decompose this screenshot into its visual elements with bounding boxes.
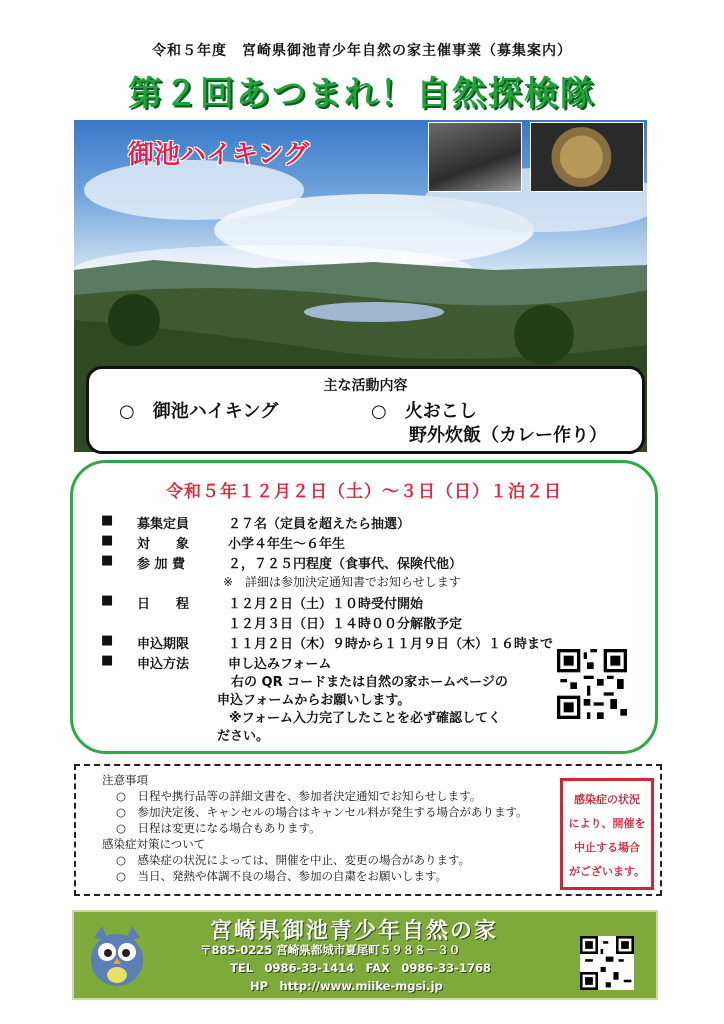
value-method: 申し込みフォーム bbox=[228, 657, 332, 672]
value-schedule-2: １２月３日（日）１４時００分解散予定 bbox=[228, 617, 463, 632]
value-schedule: １２月２日（土）１０時受付開始 bbox=[228, 597, 424, 612]
label-deadline: 申込期限 bbox=[137, 637, 190, 652]
bullet: ■ bbox=[101, 653, 114, 668]
label-target: 対 象 bbox=[137, 537, 190, 552]
bullet: ■ bbox=[101, 533, 114, 548]
method-line-4: ださい。 bbox=[217, 729, 270, 744]
notice-item: ○ 日程や携行品等の詳細文書を、参加者決定通知でお知らせします。 bbox=[116, 789, 482, 803]
covid-line: がございます。 bbox=[568, 865, 646, 878]
covid-line: により、開催を bbox=[568, 817, 646, 830]
activities-heading: 主な活動内容 bbox=[323, 378, 408, 394]
infection-item: ○ 当日、発熱や体調不良の場合、参加の自粛をお願いします。 bbox=[116, 869, 448, 883]
method-line-1: 右の QR コードまたは自然の家ホームページの bbox=[231, 675, 508, 690]
value-fee: ２，７２５円程度（食事代、保険代他） bbox=[228, 557, 463, 572]
hero-title: 御池ハイキング bbox=[128, 140, 310, 170]
bullet: ■ bbox=[101, 633, 114, 648]
notice-item: ○ 日程は変更になる場合もあります。 bbox=[116, 821, 321, 835]
facility-phone: TEL 0986-33-1414 FAX 0986-33-1768 bbox=[230, 961, 491, 975]
application-qr-code[interactable] bbox=[557, 649, 627, 719]
page-title: 第２回あつまれ！自然探検隊 bbox=[128, 74, 596, 114]
activity-hiking: ○ 御池ハイキング bbox=[119, 401, 279, 422]
activity-fire: ○ 火おこし bbox=[371, 401, 477, 422]
value-target: 小学４年生～６年生 bbox=[228, 537, 346, 552]
covid-warning-box bbox=[560, 778, 654, 890]
covid-line: 感染症の状況 bbox=[574, 793, 640, 806]
label-capacity: 募集定員 bbox=[137, 517, 190, 532]
fee-note: ※ 詳細は参加決定通知書でお知らせします bbox=[223, 575, 461, 589]
activity-cooking: 野外炊飯（カレー作り） bbox=[409, 425, 607, 446]
info-box bbox=[70, 460, 658, 754]
label-schedule: 日 程 bbox=[137, 597, 190, 612]
bullet: ■ bbox=[101, 593, 114, 608]
footer-banner bbox=[72, 910, 658, 1000]
label-fee: 参 加 費 bbox=[137, 557, 186, 572]
label-method: 申込方法 bbox=[137, 657, 190, 672]
notice-item: ○ 参加決定後、キャンセルの場合はキャンセル料が発生する場合があります。 bbox=[116, 805, 528, 819]
bullet: ■ bbox=[101, 513, 114, 528]
bullet: ■ bbox=[101, 553, 114, 568]
method-line-2: 申込フォームからお願いします。 bbox=[217, 693, 411, 708]
method-line-3: ※フォーム入力完了したことを必ず確認してく bbox=[229, 711, 501, 726]
infection-heading: 感染症対策について bbox=[102, 837, 206, 851]
top-note: 令和５年度 宮崎県御池青少年自然の家主催事業（募集案内） bbox=[152, 43, 572, 59]
fire-making-photo bbox=[428, 122, 522, 192]
notice-box bbox=[74, 764, 662, 896]
notice-heading: 注意事項 bbox=[102, 773, 148, 787]
covid-line: 中止する場合 bbox=[574, 841, 640, 854]
owl-mascot-icon bbox=[82, 920, 152, 990]
activities-box bbox=[86, 366, 645, 454]
facility-address: 〒885-0225 宮崎県都城市夏尾町５９８８－３０ bbox=[200, 943, 461, 957]
facility-url[interactable]: HP http://www.miike-mgsi.jp bbox=[250, 979, 443, 993]
value-deadline: １１月２日（木）９時から１１月９日（木）１６時まで bbox=[228, 637, 554, 652]
facility-name: 宮崎県御池青少年自然の家 bbox=[210, 919, 499, 944]
event-date: 令和５年１２月２日（土）～３日（日）１泊２日 bbox=[166, 482, 562, 502]
value-capacity: ２７名（定員を超えたら抽選） bbox=[228, 517, 411, 532]
curry-cooking-photo bbox=[530, 122, 644, 192]
homepage-qr-code[interactable] bbox=[580, 936, 634, 990]
infection-item: ○ 感染症の状況によっては、開催を中止、変更の場合があります。 bbox=[116, 853, 471, 867]
